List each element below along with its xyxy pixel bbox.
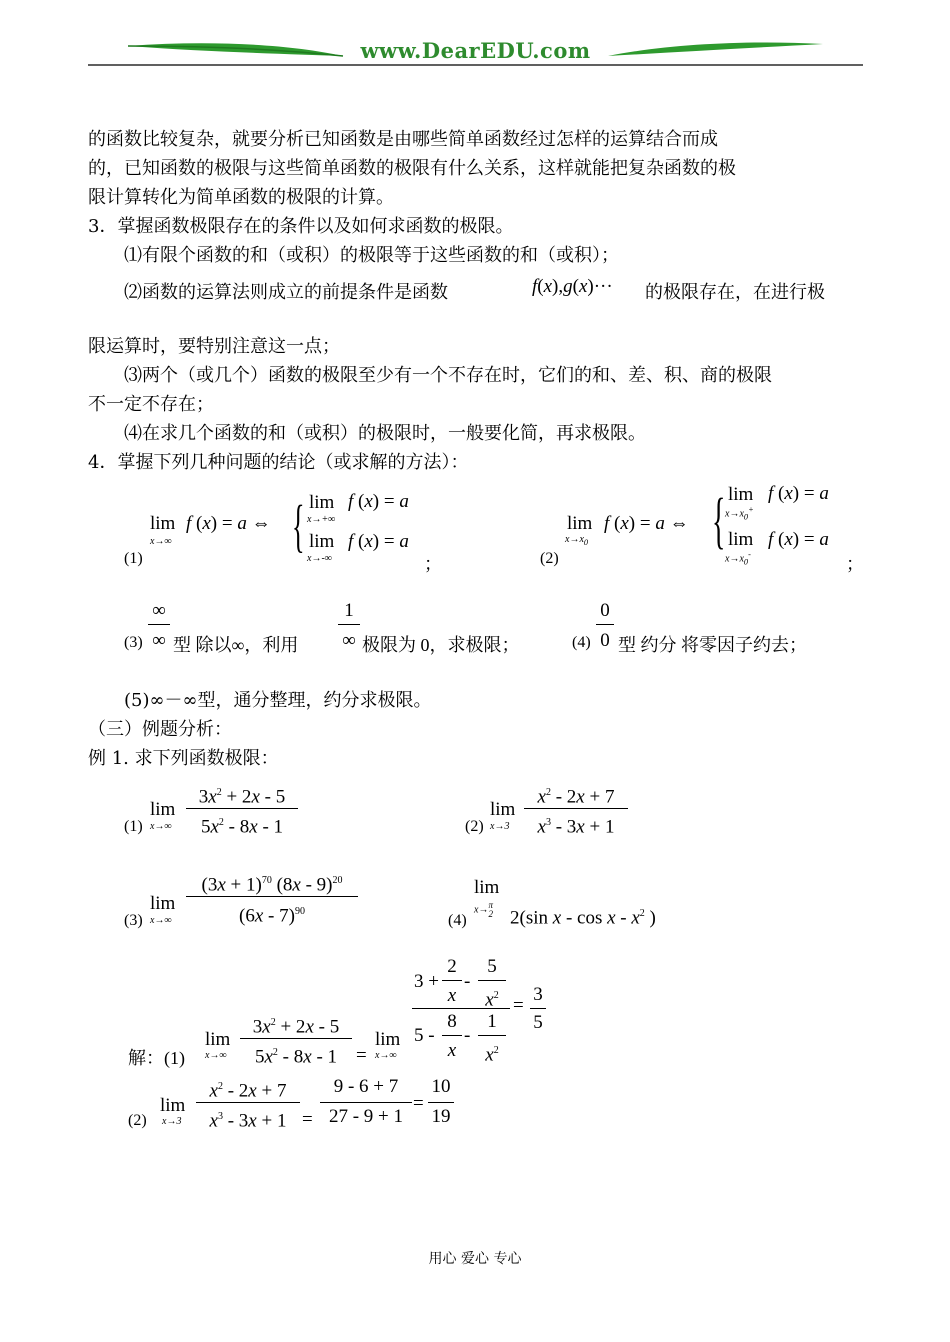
example-title: 例 1. 求下列函数极限： <box>88 748 279 769</box>
math-inline: f(x),g(x)··· <box>532 276 613 297</box>
footer-text: 用心 爱心 专心 <box>428 1251 522 1267</box>
text-line: ⑴有限个函数的和（或积）的极限等于这些函数的和（或积）； <box>124 245 619 266</box>
text-line: ⑷在求几个函数的和（或积）的极限时，一般要化简，再求极限。 <box>124 423 646 444</box>
text-line: 不一定不存在； <box>88 394 214 415</box>
section-title: （三）例题分析： <box>88 719 232 740</box>
text-line: 限运算时，要特别注意这一点； <box>88 336 340 357</box>
text-line: 限计算转化为简单函数的极限的计算。 <box>88 187 394 208</box>
text-line: 的函数比较复杂，就要分析已知函数是由哪些简单函数经过怎样的运算结合而成 <box>88 129 718 150</box>
site-logo: www.DearEDU.com <box>360 38 591 63</box>
text-line: 的，已知函数的极限与这些简单函数的极限有什么关系，这样就能把复杂函数的极 <box>88 158 736 179</box>
conclusion-5: (5)∞－∞型，通分整理，约分求极限。 <box>124 690 432 711</box>
header-banner <box>88 34 863 70</box>
text-line: ⑵函数的运算法则成立的前提条件是函数 <box>124 282 448 303</box>
text-line: 3．掌握函数极限存在的条件以及如何求函数的极限。 <box>88 216 514 237</box>
text-line: 4．掌握下列几种问题的结论（或求解的方法）： <box>88 452 469 473</box>
text-line: 的极限存在，在进行极 <box>645 282 825 303</box>
text-line: ⑶两个（或几个）函数的极限至少有一个不存在时，它们的和、差、积、商的极限 <box>124 365 772 386</box>
